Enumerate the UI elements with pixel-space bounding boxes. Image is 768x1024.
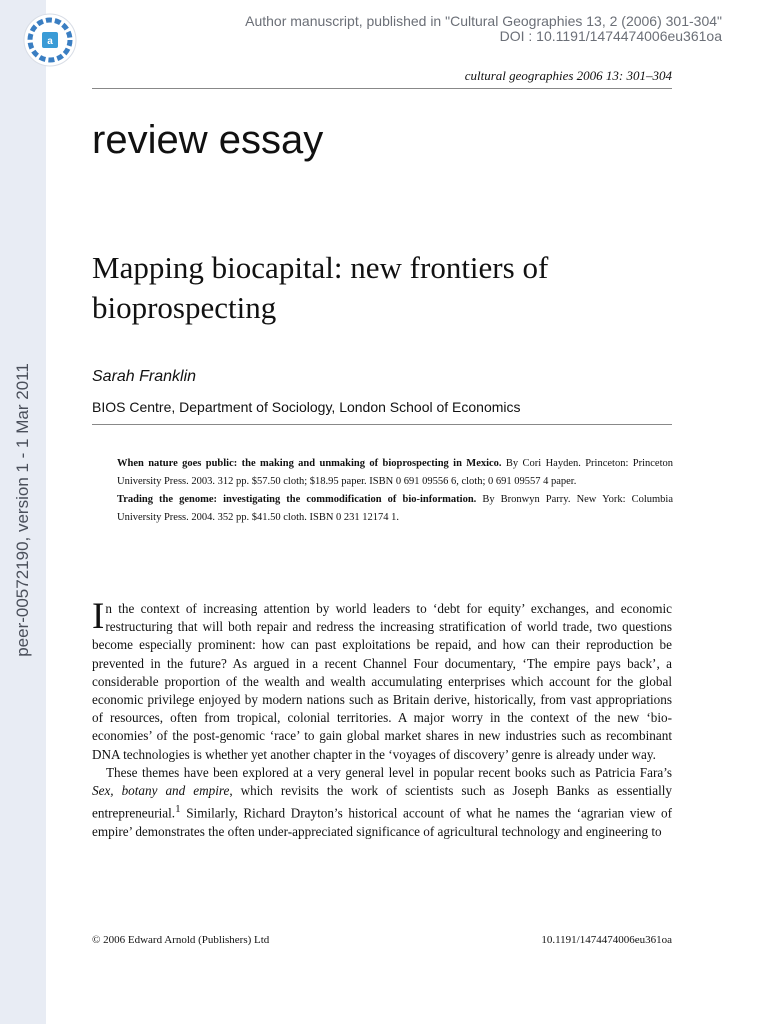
paragraph-text: These themes have been explored at a very general level in popular recent books such as Patricia Fara’s xyxy=(106,764,672,780)
article-body xyxy=(92,596,672,841)
archive-version-stamp: peer-00572190, version 1 - 1 Mar 2011 xyxy=(13,363,32,657)
paragraph-text: , which revisits the work of scientists such as Joseph Banks as essentially entrepreneurial. xyxy=(92,783,672,821)
reviewed-books xyxy=(117,455,673,527)
paragraph-text: Similarly, Richard Drayton’s historical account of what he names the ‘agrarian view of empire’ demonstrates the often under-appreciated significance of agricultural technology and engineering to xyxy=(92,805,672,839)
drop-cap: I xyxy=(92,596,105,637)
paragraph-text: n the context of increasing attention by world leaders to ‘debt for equity’ exchanges, and economic restructuring that will both repair and redress the increasing stratification of world trade, two questions become especially prominent: how can past exploitations be repaid, and how can their reproduction be prevented in the future? As argued in a recent Channel Four documentary, ‘The empire pays back’, a considerable proportion of the wealth and wealth accumulating enterprises which account for the global economic privilege enjoyed by modern nations such as Britain derive, historically, from vast appropriations of resources, often from tropical, colonial territories. A major worry in the context of the new ‘bio-economies’ of the post-genomic ‘race’ to gain global market shares in new industries such as recombinant DNA technologies is whether yet another chapter in the ‘voyages of discovery’ genre is already under way. xyxy=(92,601,672,762)
citation-line: Author manuscript, published in "Cultural Geographies 13, 2 (2006) 301-304" xyxy=(245,13,722,29)
footer-doi: 10.1191/1474474006eu361oa xyxy=(541,934,672,946)
page-footer xyxy=(92,934,672,946)
book-details: By Bronwyn Parry. New York: Columbia University Press. 2004. 352 pp. $41.50 cloth. ISBN 0 231 12174 1. xyxy=(117,494,673,523)
journal-running-head: cultural geographies 2006 13: 301–304 xyxy=(464,68,672,83)
author-name: Sarah Franklin xyxy=(92,368,197,385)
doi-line: DOI : 10.1191/1474474006eu361oa xyxy=(499,28,722,44)
book-title: When nature goes public: the making and unmaking of bioprospecting in Mexico. xyxy=(117,458,502,469)
svg-text:a: a xyxy=(47,36,53,47)
hal-open-archive-logo xyxy=(22,12,78,68)
book-entry xyxy=(117,455,673,491)
book-title: Trading the genome: investigating the commodification of bio-information. xyxy=(117,494,477,505)
header-rule xyxy=(92,88,672,89)
article-title: Mapping biocapital: new frontiers of bioprospecting xyxy=(92,250,549,325)
copyright-notice: © 2006 Edward Arnold (Publishers) Ltd xyxy=(92,934,270,946)
section-label: review essay xyxy=(92,118,324,162)
affiliation-rule xyxy=(92,424,672,425)
footnote-marker: 1 xyxy=(175,803,181,816)
hal-citation-header xyxy=(245,14,722,44)
body-paragraph xyxy=(92,596,672,764)
book-entry xyxy=(117,491,673,527)
body-paragraph xyxy=(92,764,672,841)
book-details: By Cori Hayden. Princeton: Princeton University Press. 2003. 312 pp. $57.50 cloth; $18.95 paper. ISBN 0 691 09556 6, cloth; 0 691 09557 4 paper. xyxy=(117,458,673,487)
book-title-italic: Sex, botany and empire xyxy=(92,783,230,799)
author-affiliation: BIOS Centre, Department of Sociology, London School of Economics xyxy=(92,399,521,415)
archive-sidebar xyxy=(0,0,46,1024)
